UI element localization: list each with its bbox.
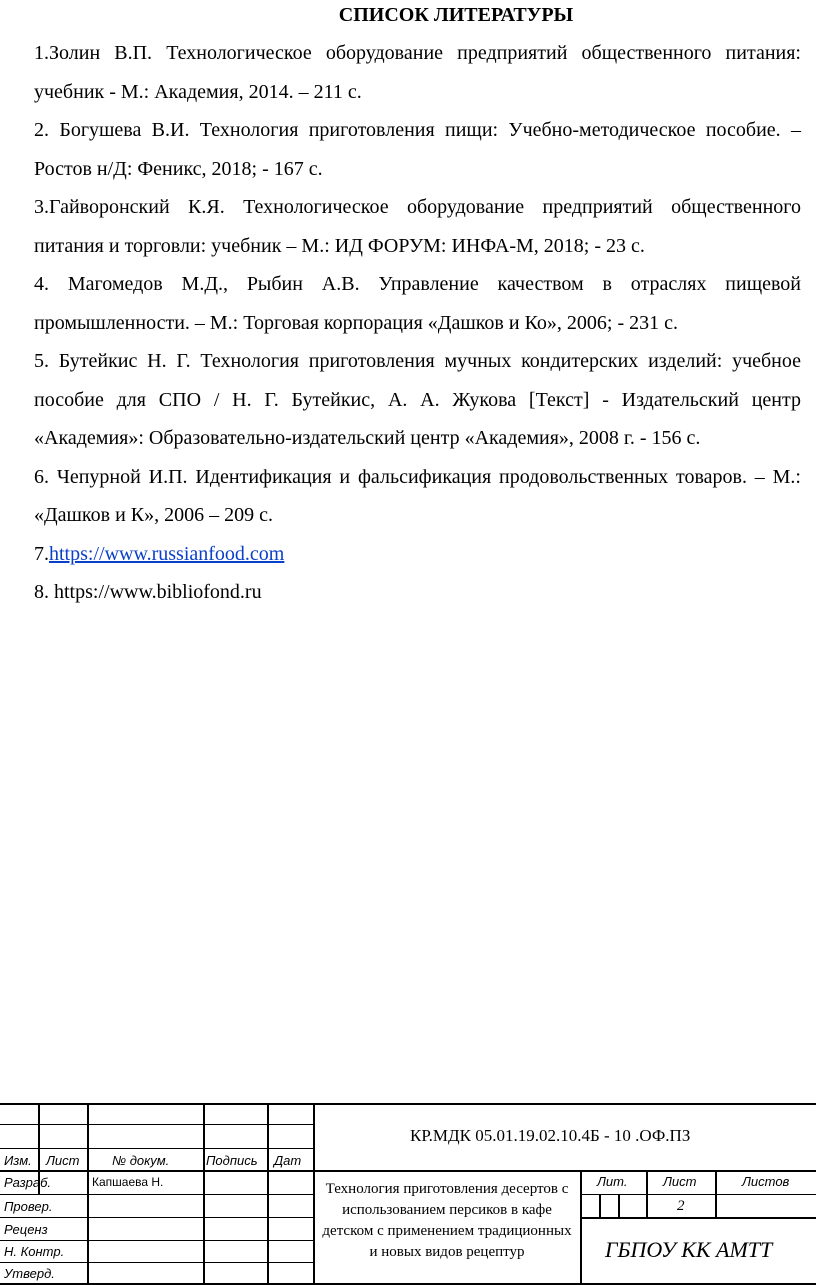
stamp-label-sheet: Лист <box>663 1174 697 1189</box>
reference-number: 7. <box>34 542 49 565</box>
document-code: КР.МДК 05.01.19.02.10.4Б - 10 .ОФ.ПЗ <box>410 1126 691 1145</box>
stamp-line <box>313 1103 315 1285</box>
page-title: СПИСОК ЛИТЕРАТУРЫ <box>338 4 574 26</box>
stamp-line <box>646 1170 648 1218</box>
stamp-label-sign: Подпись <box>206 1153 258 1168</box>
title-block-stamp <box>0 1103 816 1285</box>
stamp-label-recenz: Реценз <box>4 1222 48 1237</box>
stamp-label-list: Лист <box>46 1153 80 1168</box>
stamp-label-nkontr: Н. Контр. <box>4 1244 65 1259</box>
reference-list <box>34 34 801 612</box>
reference-item: 1.Золин В.П. Технологическое оборудование предприятий общественного питания: учебник - М.: Академия, 2014. – 211 с. <box>34 42 801 103</box>
stamp-label-docnum: № докум. <box>112 1153 170 1168</box>
reference-item: 6. Чепурной И.П. Идентификация и фальсификация продовольственных товаров. – М.: «Дашков и К», 2006 – 209 с. <box>34 465 801 526</box>
reference-item: 8. https://www.bibliofond.ru <box>34 581 262 603</box>
stamp-line <box>0 1103 816 1105</box>
stamp-line <box>87 1103 89 1285</box>
stamp-label-sheets: Листов <box>742 1174 790 1189</box>
stamp-line <box>618 1194 620 1218</box>
stamp-label-prover: Провер. <box>4 1199 53 1214</box>
stamp-label-date: Дат <box>274 1153 302 1168</box>
stamp-line <box>267 1103 269 1285</box>
sheet-number: 2 <box>677 1198 685 1214</box>
reference-item <box>34 535 801 574</box>
stamp-label-razrab: Разраб. <box>4 1175 52 1190</box>
stamp-developer-name: Капшаева Н. <box>92 1175 164 1189</box>
stamp-line <box>203 1103 205 1285</box>
stamp-line <box>0 1170 816 1172</box>
reference-link[interactable]: https://www.russianfood.com <box>49 542 285 565</box>
stamp-label-utverd: Утверд. <box>4 1266 55 1281</box>
stamp-line <box>580 1217 816 1219</box>
stamp-line <box>580 1170 582 1285</box>
organization-name: ГБПОУ КК АМТТ <box>605 1237 773 1262</box>
reference-item: 3.Гайворонский К.Я. Технологическое оборудование предприятий общественного питания и торговли: учебник – М.: ИД ФОРУМ: ИНФА-М, 2018; - 23 с. <box>34 196 801 257</box>
reference-item: 5. Бутейкис Н. Г. Технология приготовления мучных кондитерских изделий: учебное пособие для СПО / Н. Г. Бутейкис, А. А. Жукова [Текст] - Издательский центр «Академия»: Образовательно-издательский центр «Академия», 2008 г. - 156 с. <box>34 350 801 449</box>
stamp-line <box>580 1194 816 1195</box>
stamp-label-lit: Лит. <box>597 1174 628 1189</box>
document-title: Технология приготовления десертов с использованием персиков в кафе детском с применением традиционных и новых видов рецептур <box>322 1181 572 1260</box>
stamp-label-izm: Изм. <box>4 1153 32 1168</box>
stamp-line <box>599 1194 601 1218</box>
reference-item: 4. Магомедов М.Д., Рыбин А.В. Управление качеством в отраслях пищевой промышленности. – М.: Торговая корпорация «Дашков и Ко», 2006; - 231 с. <box>34 273 801 334</box>
reference-item: 2. Богушева В.И. Технология приготовления пищи: Учебно-методическое пособие. – Ростов н/Д: Феникс, 2018; - 167 с. <box>34 119 801 180</box>
stamp-line <box>715 1170 717 1218</box>
